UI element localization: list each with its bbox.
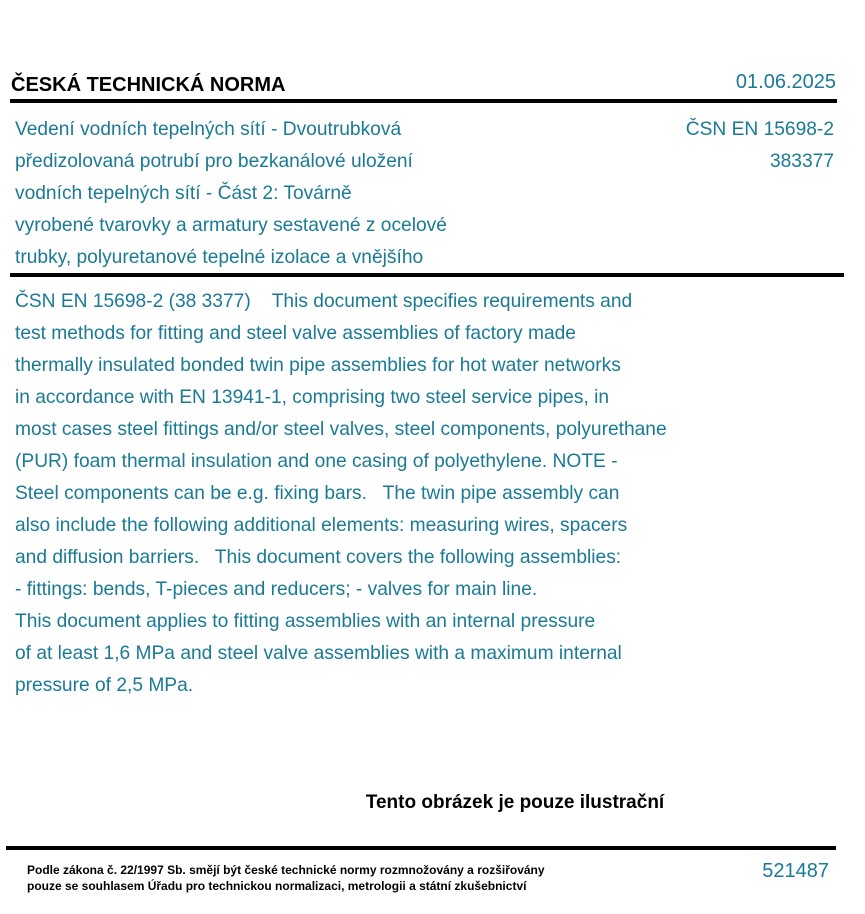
footer-divider — [6, 846, 836, 850]
abstract-line: (PUR) foam thermal insulation and one casing of polyethylene. NOTE - — [15, 451, 618, 472]
abstract-line: - fittings: bends, T-pieces and reducers; - valves for main line. — [15, 579, 538, 600]
abstract-line: thermally insulated bonded twin pipe assemblies for hot water networks — [15, 355, 621, 376]
abstract-line: and diffusion barriers. This document covers the following assemblies: — [15, 547, 622, 568]
illustration-notice: Tento obrázek je pouze ilustrační — [365, 792, 665, 813]
document-header-title: ČESKÁ TECHNICKÁ NORMA — [11, 74, 286, 96]
legal-line: pouze se souhlasem Úřadu pro technickou normalizaci, metrologii a státní zkušebnictví — [27, 879, 527, 893]
legal-notice — [27, 862, 545, 894]
title-line: vodních tepelných sítí - Část 2: Továrně — [15, 183, 352, 204]
publication-date: 01.06.2025 — [735, 71, 836, 93]
abstract-line: Steel components can be e.g. fixing bars. The twin pipe assembly can — [15, 483, 620, 504]
abstract-line: This document applies to fitting assemblies with an internal pressure — [15, 611, 596, 632]
title-line: trubky, polyuretanové tepelné izolace a vnějšího — [15, 247, 424, 268]
title-line: vyrobené tvarovky a armatury sestavené z ocelové — [15, 215, 447, 236]
document-number: 521487 — [762, 860, 829, 882]
abstract-line: in accordance with EN 13941-1, comprising two steel service pipes, in — [15, 387, 610, 408]
abstract-line: also include the following additional elements: measuring wires, spacers — [15, 515, 628, 536]
header-divider — [10, 99, 837, 103]
abstract-line: test methods for fitting and steel valve assemblies of factory made — [15, 323, 576, 344]
abstract-line: ČSN EN 15698-2 (38 3377) This document specifies requirements and — [15, 291, 633, 312]
abstract-line: most cases steel fittings and/or steel valves, steel components, polyurethane — [15, 419, 667, 440]
title-divider — [10, 273, 844, 277]
title-line: Vedení vodních tepelných sítí - Dvoutrubková — [15, 119, 402, 140]
class-number: 383377 — [769, 151, 834, 172]
standard-code: ČSN EN 15698-2 — [685, 119, 834, 140]
abstract-line: pressure of 2,5 MPa. — [15, 675, 194, 696]
legal-line: Podle zákona č. 22/1997 Sb. smějí být české technické normy rozmnožovány a rozšiřovány — [27, 863, 545, 877]
abstract-line: of at least 1,6 MPa and steel valve assemblies with a maximum internal — [15, 643, 622, 664]
standard-title — [15, 114, 575, 274]
abstract — [15, 286, 855, 702]
standard-identifiers — [686, 114, 834, 178]
title-line: předizolovaná potrubí pro bezkanálové uložení — [15, 151, 413, 172]
